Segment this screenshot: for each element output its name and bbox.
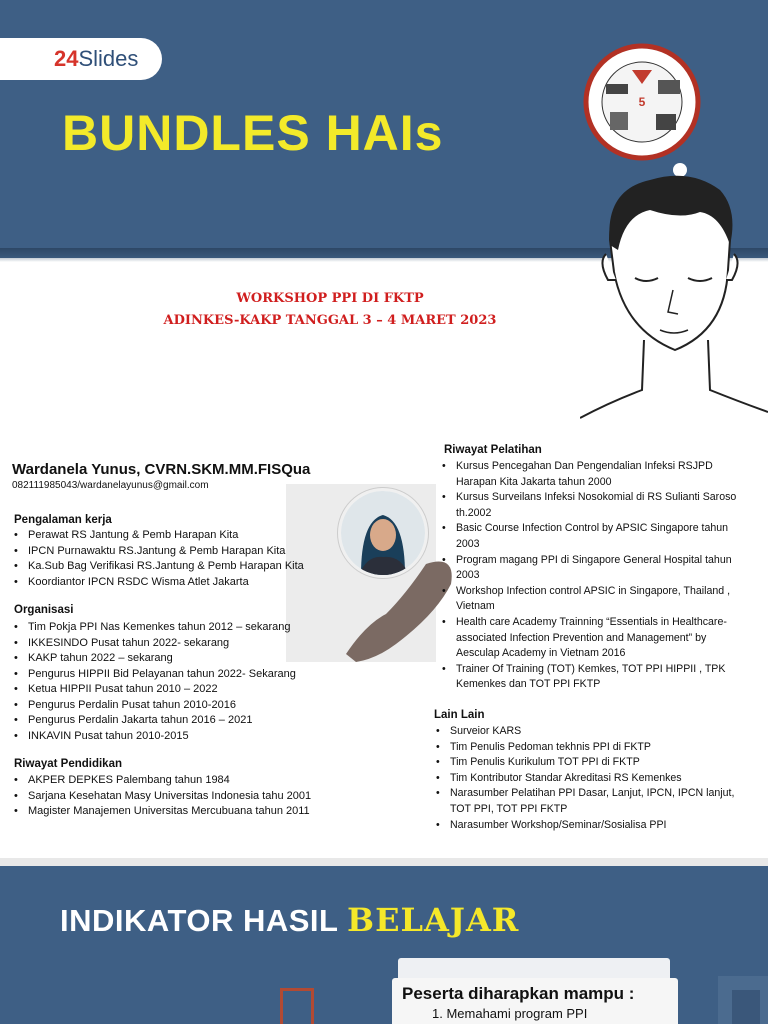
list-item: • Pengurus Perdalin Pusat tahun 2010-2016: [12, 698, 372, 714]
list-item: • Program magang PPI di Singapore General Hospital tahun 2003: [440, 553, 740, 584]
list-item: • Tim Pokja PPI Nas Kemenkes tahun 2012 – sekarang: [12, 620, 372, 636]
card-item: 1. Memahami program PPI: [432, 1006, 588, 1021]
list-item: • AKPER DEPKES Palembang tahun 1984: [12, 773, 392, 789]
speaker-contact: 082111985043/wardanelayunus@gmail.com: [12, 480, 209, 491]
list-item: • Perawat RS Jantung & Pemb Harapan Kita: [12, 528, 362, 544]
thought-number: 5: [638, 95, 646, 109]
list-item: • Basic Course Infection Control by APSIC Singapore tahun 2003: [440, 521, 740, 552]
list-item: • Pengurus Perdalin Jakarta tahun 2016 – 2021: [12, 713, 372, 729]
indicator-title-plain: INDIKATOR HASIL: [60, 903, 338, 938]
list-item: • Kursus Pencegahan Dan Pengendalian Infeksi RSJPD Harapan Kita Jakarta tahun 2000: [440, 459, 740, 490]
profile-slide: [0, 428, 768, 858]
section-heading: Pengalaman kerja: [14, 514, 112, 526]
list-item: • KAKP tahun 2022 – sekarang: [12, 651, 372, 667]
list-item: • Trainer Of Training (TOT) Kemkes, TOT PPI HIPPII , TPK Kemenkes dan TOT PPI FKTP: [440, 662, 740, 693]
list-item: • Magister Manajemen Universitas Mercubuana tahun 2011: [12, 804, 392, 820]
workshop-date: ADINKES-KAKP TANGGAL 3 – 4 MARET 2023: [163, 313, 497, 328]
main-title: BUNDLES HAIs: [62, 105, 444, 161]
decorative-block-inner: [732, 990, 760, 1024]
list-item: • Pengurus HIPPII Bid Pelayanan tahun 2022- Sekarang: [12, 667, 372, 683]
other-activities-list: [434, 724, 740, 833]
list-item: • Narasumber Workshop/Seminar/Sosialisa PPI: [434, 818, 740, 834]
list-item: • Sarjana Kesehatan Masy Universitas Indonesia tahu 2001: [12, 789, 392, 805]
section-heading: Riwayat Pelatihan: [444, 444, 542, 456]
logo: [54, 46, 138, 72]
slide-divider: [0, 858, 768, 866]
list-item: • Tim Penulis Kurikulum TOT PPI di FKTP: [434, 755, 740, 771]
section-heading: Riwayat Pendidikan: [14, 758, 123, 770]
list-item: • INKAVIN Pusat tahun 2010-2015: [12, 729, 372, 745]
education-list: [12, 773, 392, 820]
section-heading: Lain Lain: [434, 709, 485, 721]
indicator-title: [60, 901, 519, 939]
speaker-name: Wardanela Yunus, CVRN.SKM.MM.FISQua: [12, 461, 311, 478]
decorative-frame: [280, 988, 314, 1024]
experience-list: [12, 528, 362, 590]
section-heading: Organisasi: [14, 604, 74, 616]
training-list: [440, 459, 740, 693]
learning-indicator-slide: [0, 866, 768, 1024]
card-title: Peserta diharapkan mampu :: [402, 984, 635, 1003]
list-item: • Surveior KARS: [434, 724, 740, 740]
logo-word: Slides: [78, 46, 139, 71]
list-item: • Tim Penulis Pedoman tekhnis PPI di FKTP: [434, 740, 740, 756]
list-item: • Koordiantor IPCN RSDC Wisma Atlet Jakarta: [12, 575, 362, 591]
list-item: • IKKESINDO Pusat tahun 2022- sekarang: [12, 636, 372, 652]
list-item: • Narasumber Pelatihan PPI Dasar, Lanjut, IPCN, IPCN lanjut, TOT PPI, TOT PPI FKTP: [434, 786, 740, 817]
list-item: • Kursus Surveilans Infeksi Nosokomial di RS Sulianti Saroso th.2002: [440, 490, 740, 521]
list-item: • Health care Academy Trainning “Essentials in Healthcare-associated Infection Prevention and Management” by Aesculap Academy in Vietnam 2016: [440, 615, 740, 662]
head-with-thought-circle-icon: [580, 40, 768, 420]
list-item: • Ketua HIPPII Pusat tahun 2010 – 2022: [12, 682, 372, 698]
list-item: • Ka.Sub Bag Verifikasi RS.Jantung & Pemb Harapan Kita: [12, 559, 362, 575]
list-item: • Workshop Infection control APSIC in Singapore, Thailand , Vietnam: [440, 584, 740, 615]
list-item: • Tim Kontributor Standar Akreditasi RS Kemenkes: [434, 771, 740, 787]
logo-number: 24: [54, 46, 79, 71]
indicator-title-accent: BELAJAR: [347, 901, 520, 939]
title-slide: [0, 0, 768, 420]
organization-list: [12, 620, 372, 744]
workshop-title: WORKSHOP PPI DI FKTP: [236, 291, 424, 306]
list-item: • IPCN Purnawaktu RS.Jantung & Pemb Harapan Kita: [12, 544, 362, 560]
